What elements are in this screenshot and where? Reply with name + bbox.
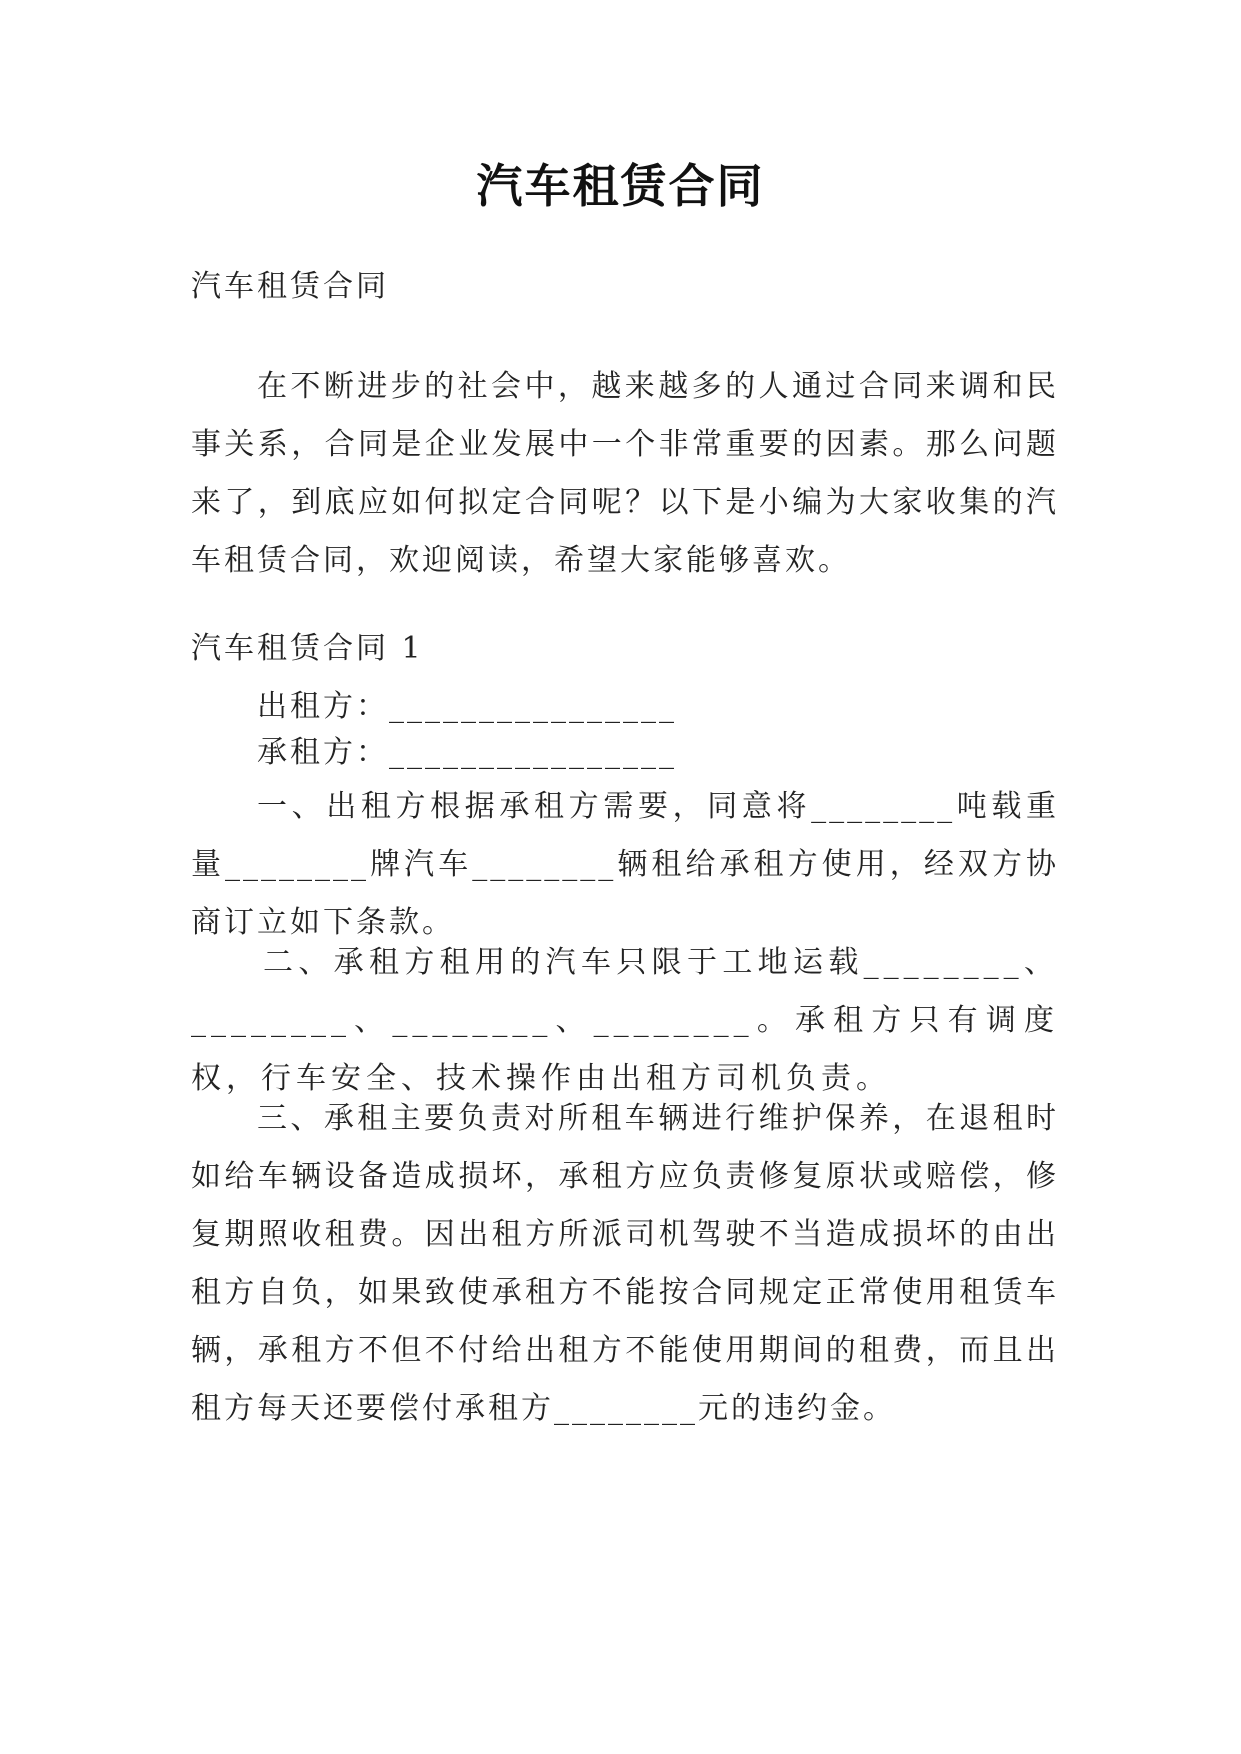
intro-paragraph: 在不断进步的社会中，越来越多的人通过合同来调和民事关系，合同是企业发展中一个非常重要的因素。那么问题来了，到底应如何拟定合同呢？以下是小编为大家收集的汽车租赁合同，欢迎阅读，希望大家能够喜欢。 [191,369,1059,578]
document-title: 汽车租赁合同 [476,159,765,213]
clause-2: 二、承租方租用的汽车只限于工地运载________、________、________、________。承租方只有调度权，行车安全、技术操作由出租方司机负责。 [191,945,1059,1096]
clause-3: 三、承租主要负责对所租车辆进行维护保养，在退租时如给车辆设备造成损坏，承租方应负责修复原状或赔偿，修复期照收租费。因出租方所派司机驾驶不当造成损坏的由出租方自负，如果致使承租方不能按合同规定正常使用租赁车辆，承租方不但不付给出租方不能使用期间的租费，而且出租方每天还要偿付承租方________元的违约金。 [191,1101,1059,1426]
lessor-line: 出租方：________________ [257,689,677,724]
section-heading: 汽车租赁合同 1 [191,631,424,666]
document-subtitle: 汽车租赁合同 [191,269,389,304]
lessee-line: 承租方：________________ [257,735,677,770]
clause-1: 一、出租方根据承租方需要，同意将________吨载重量________牌汽车________辆租给承租方使用，经双方协商订立如下条款。 [191,789,1059,940]
